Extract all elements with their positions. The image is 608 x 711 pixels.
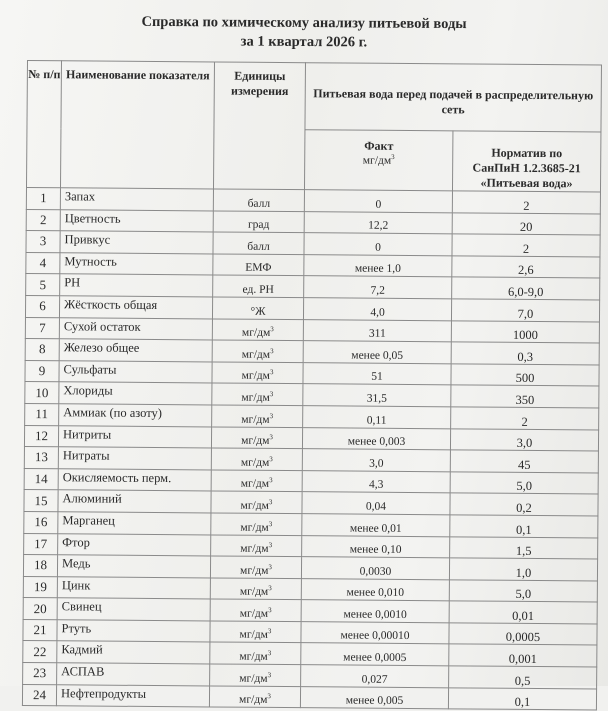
row-fact-value: 0,027 — [301, 665, 449, 688]
row-unit — [211, 513, 302, 535]
row-unit-text: мг/дм — [241, 456, 269, 468]
header-name: Наименование показателя — [60, 61, 214, 189]
header-norm-line-2: СанПиН 1.2.3685-21 — [453, 160, 600, 176]
row-unit-text: балл — [248, 197, 271, 209]
row-unit-text: мг/дм — [240, 564, 268, 576]
row-fact-value: 0 — [304, 233, 452, 256]
row-unit-superscript: 3 — [267, 692, 271, 700]
row-unit — [211, 534, 302, 556]
row-norm-value: 5,0 — [449, 580, 597, 603]
row-unit-text: мг/дм — [241, 478, 269, 490]
row-unit-text: мг/дм — [239, 672, 267, 684]
row-unit — [210, 556, 301, 578]
row-norm-value: 3,0 — [450, 428, 598, 451]
row-norm-value: 2 — [452, 234, 600, 257]
row-number: 7 — [25, 317, 59, 339]
row-unit — [212, 297, 303, 319]
row-indicator-name: Медь — [57, 555, 210, 578]
header-unit: Единицы измерения — [213, 62, 305, 190]
header-norm — [452, 131, 600, 192]
row-unit-text: мг/дм — [242, 327, 270, 339]
row-fact-value: 311 — [303, 319, 451, 342]
row-unit-text: мг/дм — [241, 392, 269, 404]
row-indicator-name: Цветность — [60, 209, 213, 232]
row-fact-value: 0,11 — [303, 406, 451, 429]
row-unit — [212, 405, 303, 427]
row-number: 8 — [25, 339, 59, 361]
row-norm-value: 7,0 — [451, 299, 599, 322]
row-norm-value: 350 — [451, 385, 599, 408]
row-fact-value: 51 — [303, 362, 451, 385]
row-norm-value: 0,5 — [449, 666, 597, 689]
row-fact-value: 0 — [304, 190, 452, 213]
row-fact-value: менее 0,005 — [300, 686, 448, 709]
header-group: Питьевая вода перед подачей в распределительную сеть — [305, 63, 602, 132]
row-indicator-name: Цинк — [57, 576, 210, 599]
row-number: 23 — [23, 663, 57, 685]
row-indicator-name: Запах — [60, 188, 213, 211]
row-fact-value: 3,0 — [302, 449, 450, 472]
row-unit — [210, 599, 301, 621]
row-unit — [213, 232, 304, 254]
fact-unit-superscript: 3 — [391, 153, 395, 161]
row-number: 13 — [24, 447, 58, 469]
row-indicator-name: Ртуть — [57, 620, 210, 643]
row-fact-value: менее 0,00010 — [301, 622, 449, 645]
row-unit-superscript: 3 — [269, 498, 273, 506]
row-number: 1 — [26, 188, 60, 210]
row-number: 9 — [25, 360, 59, 382]
row-norm-value: 1,0 — [449, 558, 597, 581]
row-number: 3 — [26, 231, 60, 253]
row-indicator-name: Нитраты — [58, 447, 211, 470]
row-number: 15 — [24, 490, 58, 512]
row-unit-superscript: 3 — [269, 476, 273, 484]
row-fact-value: 12,2 — [304, 211, 452, 234]
row-unit-text: град — [248, 219, 270, 231]
table-header-row — [27, 61, 602, 133]
row-fact-value: менее 0,010 — [301, 578, 449, 601]
row-norm-value: 20 — [452, 212, 600, 235]
row-number: 12 — [24, 425, 58, 447]
row-unit — [212, 319, 303, 341]
row-unit — [213, 254, 304, 276]
row-unit — [213, 211, 304, 233]
row-indicator-name: Железо общее — [59, 339, 212, 362]
row-unit-text: мг/дм — [240, 586, 268, 598]
row-norm-value: 1000 — [451, 320, 599, 343]
fact-unit-text: мг/дм — [363, 155, 391, 167]
row-indicator-name: Марганец — [58, 512, 211, 535]
row-fact-value: менее 0,05 — [303, 341, 451, 364]
row-norm-value: 2 — [452, 191, 600, 214]
row-unit — [213, 189, 304, 211]
row-indicator-name: Нитриты — [58, 425, 211, 448]
row-fact-value: менее 0,10 — [302, 535, 450, 558]
document-title — [0, 12, 608, 54]
row-number: 4 — [26, 252, 60, 274]
row-indicator-name: Сухой остаток — [59, 317, 212, 340]
row-unit-superscript: 3 — [270, 325, 274, 333]
row-indicator-name: Сульфаты — [59, 361, 212, 384]
row-unit — [212, 362, 303, 384]
row-number: 19 — [23, 576, 57, 598]
row-unit-text: °Ж — [251, 305, 266, 317]
row-number: 22 — [23, 641, 57, 663]
row-number: 10 — [25, 382, 59, 404]
row-fact-value: 4,0 — [303, 298, 451, 321]
row-norm-value: 2,6 — [452, 256, 600, 279]
row-unit-superscript: 3 — [270, 390, 274, 398]
row-norm-value: 500 — [451, 364, 599, 387]
row-unit-superscript: 3 — [270, 368, 274, 376]
row-unit-text: мг/дм — [241, 500, 269, 512]
row-number: 11 — [25, 403, 59, 425]
table-row — [22, 684, 596, 710]
row-unit-superscript: 3 — [268, 671, 272, 679]
title-line-1: Справка по химическому анализу питьевой воды — [0, 12, 608, 35]
row-number: 5 — [26, 274, 60, 296]
header-norm-line-1: Норматив по — [453, 145, 600, 161]
row-unit — [211, 470, 302, 492]
row-indicator-name: Аммиак (по азоту) — [59, 404, 212, 427]
row-number: 17 — [24, 533, 58, 555]
row-unit — [210, 664, 301, 686]
row-norm-value: 5,0 — [450, 472, 598, 495]
row-fact-value: менее 0,0010 — [301, 600, 449, 623]
row-unit-text: ЕМФ — [245, 262, 271, 274]
row-unit-superscript: 3 — [270, 412, 274, 420]
header-norm-line-3: «Питьевая вода» — [453, 175, 600, 191]
row-indicator-name: Фтор — [58, 533, 211, 556]
row-unit-superscript: 3 — [268, 628, 272, 636]
header-fact-unit — [305, 153, 452, 169]
row-indicator-name: Свинец — [57, 598, 210, 621]
row-indicator-name: Окисляемость перм. — [58, 468, 211, 491]
header-num: № п/п — [26, 61, 61, 188]
water-analysis-table — [22, 60, 602, 711]
header-fact-label: Факт — [305, 138, 452, 154]
row-unit-text: мг/дм — [241, 435, 269, 447]
row-unit — [213, 275, 304, 297]
row-number: 20 — [23, 598, 57, 620]
row-indicator-name: Нефтепродукты — [56, 684, 209, 707]
row-unit-text: мг/дм — [240, 629, 268, 641]
row-indicator-name: Привкус — [60, 231, 213, 254]
row-norm-value: 0,2 — [450, 493, 598, 516]
row-unit — [211, 491, 302, 513]
row-unit-text: мг/дм — [239, 651, 267, 663]
row-number: 14 — [24, 468, 58, 490]
row-unit-superscript: 3 — [268, 584, 272, 592]
row-unit — [211, 448, 302, 470]
row-unit — [211, 426, 302, 448]
row-unit-text: мг/дм — [241, 413, 269, 425]
row-number: 6 — [25, 295, 59, 317]
title-line-2: за 1 квартал 2026 г. — [0, 31, 608, 54]
row-norm-value: 0,3 — [451, 342, 599, 365]
row-number: 2 — [26, 209, 60, 231]
row-norm-value: 0,001 — [449, 644, 597, 667]
row-fact-value: менее 0,01 — [302, 514, 450, 537]
row-unit — [209, 686, 300, 708]
row-indicator-name: Жёсткость общая — [59, 296, 212, 319]
row-unit-text: мг/дм — [239, 694, 267, 706]
row-norm-value: 45 — [450, 450, 598, 473]
row-fact-value: 0,0030 — [301, 557, 449, 580]
row-number: 21 — [23, 619, 57, 641]
row-unit-text: балл — [247, 241, 270, 253]
row-indicator-name: Кадмий — [57, 641, 210, 664]
row-unit-text: мг/дм — [240, 543, 268, 555]
row-unit — [210, 621, 301, 643]
row-unit — [212, 383, 303, 405]
row-norm-value: 0,1 — [448, 687, 596, 710]
row-unit-text: ед. PH — [243, 284, 274, 296]
row-unit-text: мг/дм — [242, 348, 270, 360]
row-number: 16 — [24, 511, 58, 533]
row-unit-superscript: 3 — [269, 455, 273, 463]
row-norm-value: 6,0-9,0 — [452, 277, 600, 300]
row-norm-value: 0,0005 — [449, 623, 597, 646]
row-unit-text: мг/дм — [240, 521, 268, 533]
header-fact — [304, 130, 452, 191]
row-number: 24 — [22, 684, 56, 706]
row-fact-value: менее 0,0005 — [301, 643, 449, 666]
row-unit-superscript: 3 — [268, 563, 272, 571]
row-number: 18 — [23, 555, 57, 577]
row-indicator-name: Алюминий — [58, 490, 211, 513]
row-unit-superscript: 3 — [269, 520, 273, 528]
row-fact-value: менее 1,0 — [304, 254, 452, 277]
table-body — [22, 188, 600, 711]
row-indicator-name: АСПАВ — [57, 663, 210, 686]
row-unit-superscript: 3 — [268, 649, 272, 657]
row-fact-value: 31,5 — [303, 384, 451, 407]
row-unit-text: мг/дм — [240, 608, 268, 620]
row-norm-value: 1,5 — [450, 536, 598, 559]
row-fact-value: 7,2 — [304, 276, 452, 299]
row-indicator-name: Хлориды — [59, 382, 212, 405]
row-fact-value: менее 0,003 — [302, 427, 450, 450]
row-unit — [210, 642, 301, 664]
row-indicator-name: PH — [60, 274, 213, 297]
row-unit-superscript: 3 — [269, 541, 273, 549]
row-norm-value: 2 — [451, 407, 599, 430]
row-fact-value: 4,3 — [302, 470, 450, 493]
row-unit — [210, 578, 301, 600]
row-unit-superscript: 3 — [269, 433, 273, 441]
row-fact-value: 0,04 — [302, 492, 450, 515]
row-unit-text: мг/дм — [242, 370, 270, 382]
row-unit-superscript: 3 — [268, 606, 272, 614]
row-norm-value: 0,01 — [449, 601, 597, 624]
row-unit — [212, 340, 303, 362]
row-norm-value: 0,1 — [450, 515, 598, 538]
row-unit-superscript: 3 — [270, 347, 274, 355]
row-indicator-name: Мутность — [60, 253, 213, 276]
